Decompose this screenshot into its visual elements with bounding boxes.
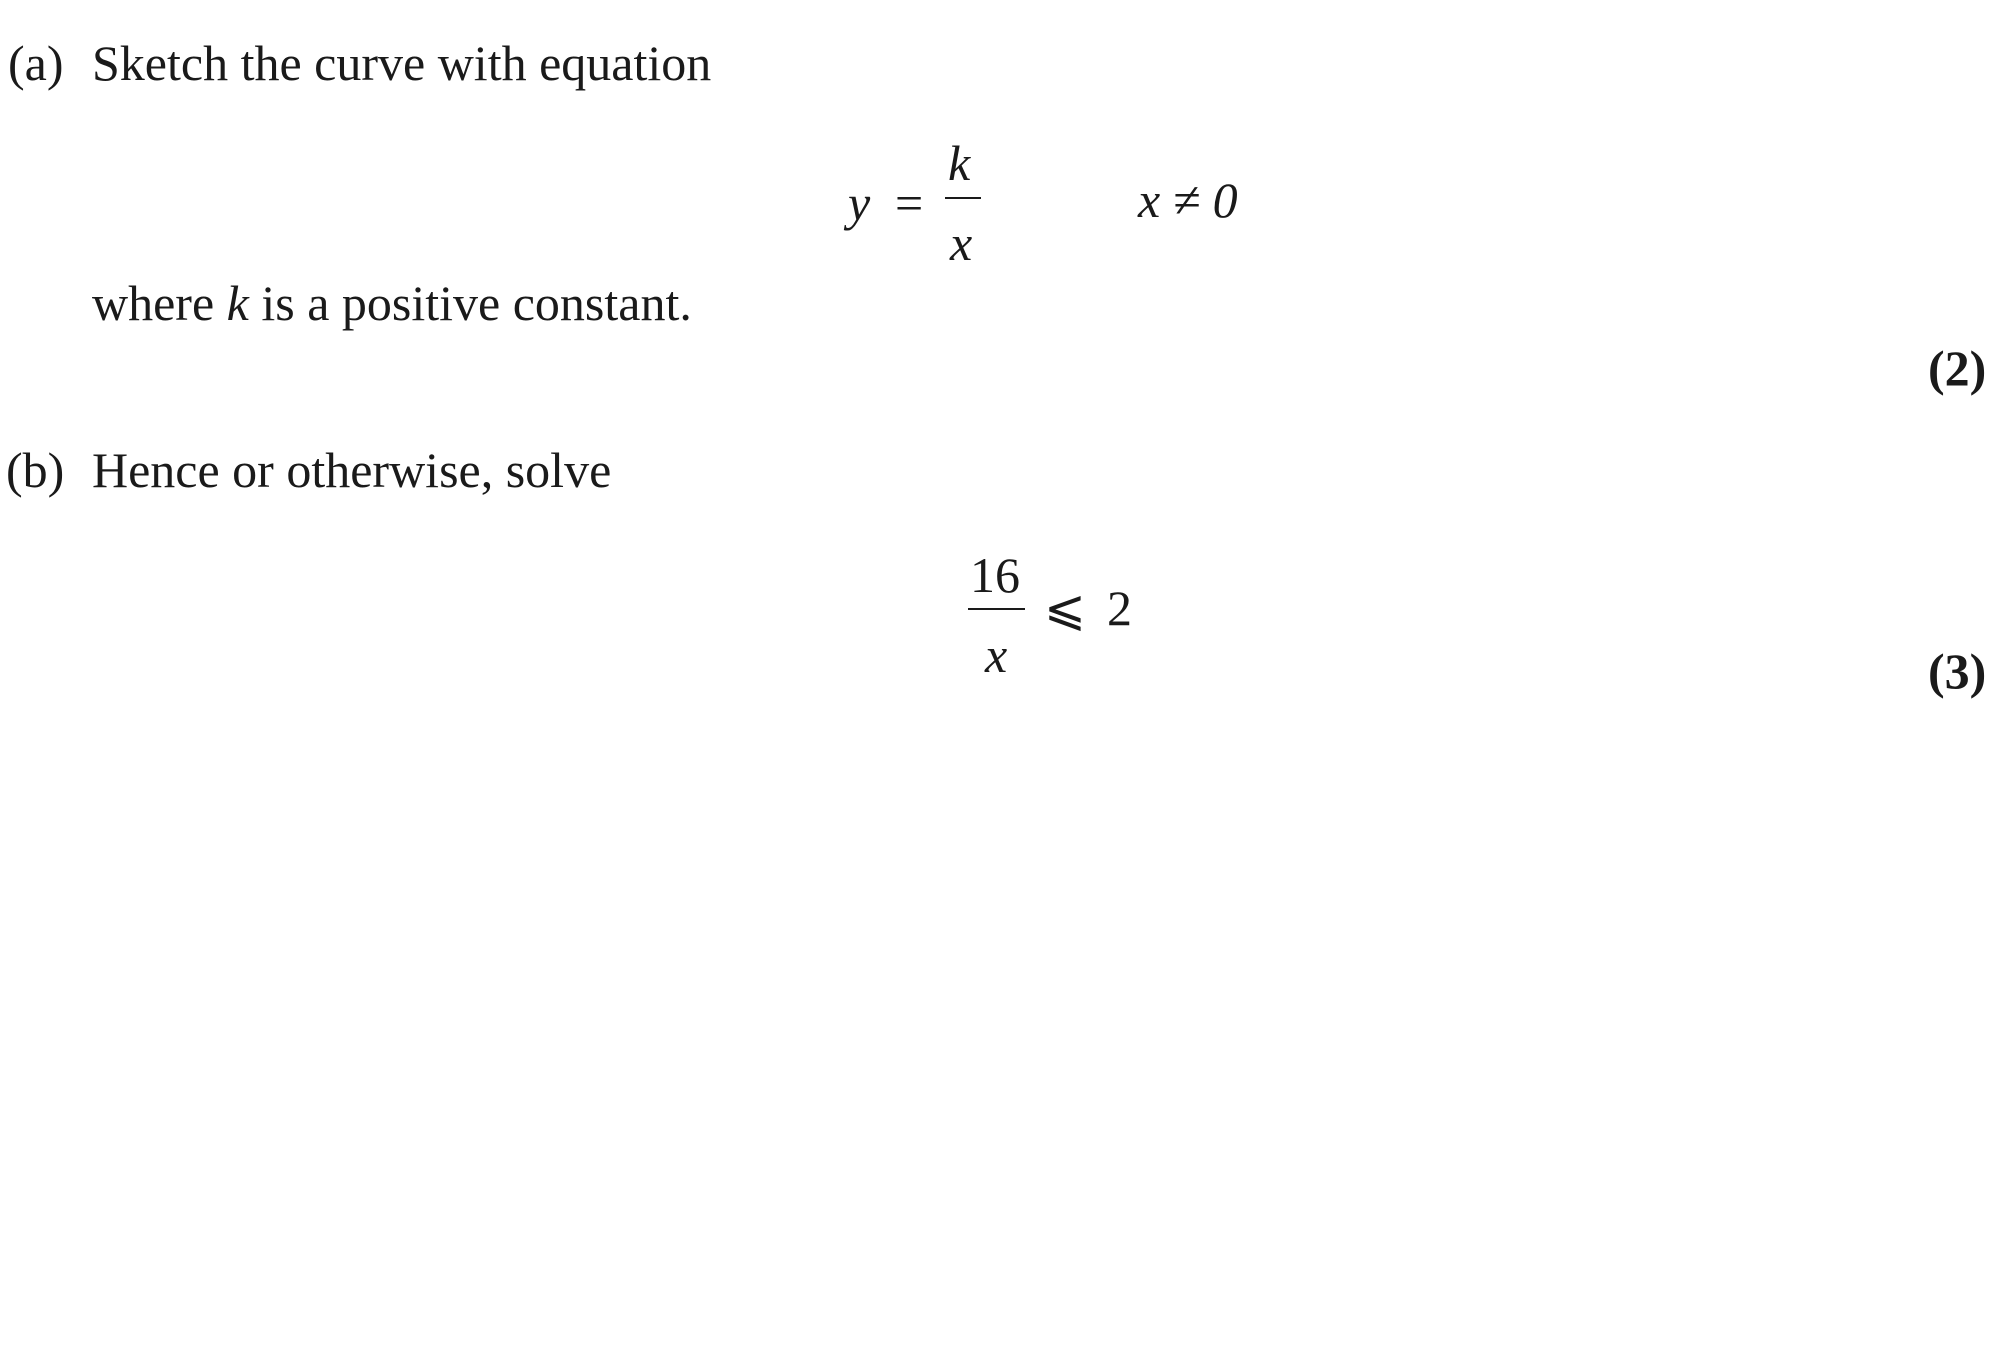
constant-condition: [92, 275, 692, 331]
part-a-label: (a): [8, 35, 64, 91]
part-b-marks: (3): [1928, 643, 1987, 699]
equation-lhs: y: [848, 175, 871, 231]
inequality-rhs: 2: [1107, 580, 1132, 636]
inequality-denominator: x: [985, 627, 1008, 683]
condition-where: where: [92, 275, 215, 331]
fraction-denominator: x: [950, 215, 973, 271]
part-b-label: (b): [6, 442, 65, 498]
fraction-bar: [945, 197, 981, 199]
inequality-relation: ⩽: [1044, 580, 1086, 636]
equation-equals-sign: =: [895, 175, 924, 231]
equation-condition: x ≠ 0: [1138, 172, 1238, 228]
inequality-fraction-bar: [968, 608, 1025, 610]
condition-variable: k: [226, 275, 249, 331]
part-b-instruction: Hence or otherwise, solve: [92, 442, 612, 498]
condition-description: is a positive constant.: [261, 275, 692, 331]
fraction-numerator: k: [948, 135, 971, 191]
inequality-numerator: 16: [970, 547, 1020, 603]
part-a-marks: (2): [1928, 340, 1987, 396]
part-a-instruction: Sketch the curve with equation: [92, 35, 712, 91]
